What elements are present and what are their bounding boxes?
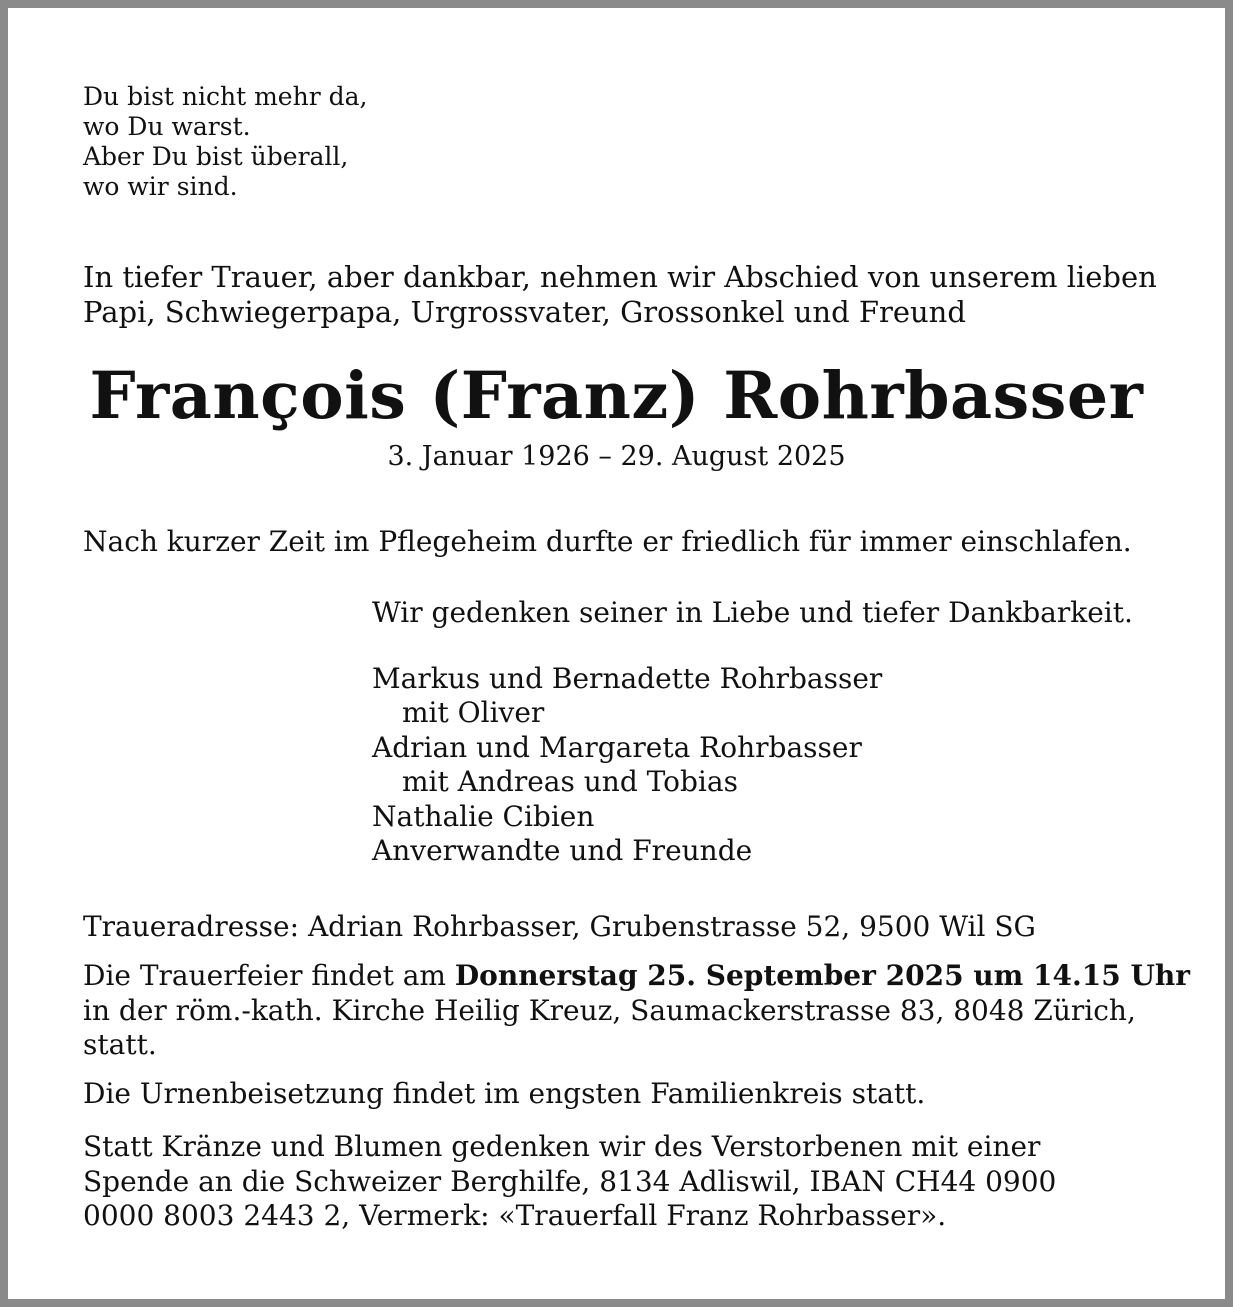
service-datetime: Donnerstag 25. September 2025 um 14.15 Uhr [454,959,1190,992]
donation-info [83,1130,1056,1234]
poem-line: wo Du warst. [83,112,251,141]
obituary-notice [8,8,1225,1299]
service-suffix: statt. [83,1028,157,1061]
service-line [83,959,1190,994]
donation-line: 0000 8003 2443 2, Vermerk: «Trauerfall Franz Rohrbasser». [83,1199,947,1232]
donation-line: Spende an die Schweizer Berghilfe, 8134 Adliswil, IBAN CH44 0900 [83,1164,1057,1198]
intro-text [83,260,1157,330]
intro-line: Papi, Schwiegerpapa, Urgrossvater, Grossonkel und Freund [83,295,966,329]
mourners-list [372,662,882,868]
mourner: Markus und Bernadette Rohrbasser [372,662,883,695]
service-prefix: Die Trauerfeier findet am [83,959,455,992]
remembrance-text: Wir gedenken seiner in Liebe und tiefer Dankbarkeit. [372,596,1133,629]
life-dates: 3. Januar 1926 – 29. August 2025 [387,441,846,472]
poem-line: Aber Du bist überall, [83,142,349,171]
passing-statement: Nach kurzer Zeit im Pflegeheim durfte er friedlich für immer einschlafen. [83,525,1132,558]
mourning-address: Traueradresse: Adrian Rohrbasser, Grubenstrasse 52, 9500 Wil SG [83,910,1036,943]
donation-line: Statt Kränze und Blumen gedenken wir des Verstorbenen mit einer [83,1130,1041,1163]
mourner: Adrian und Margareta Rohrbasser [372,730,862,764]
mourner: Anverwandte und Freunde [372,834,753,868]
mourner: Nathalie Cibien [372,799,595,833]
intro-line: In tiefer Trauer, aber dankbar, nehmen wir Abschied von unserem lieben [83,260,1157,294]
mourner-child: mit Oliver [402,696,545,730]
deceased-name: François (Franz) Rohrbasser [89,358,1144,434]
urn-burial-info: Die Urnenbeisetzung findet im engsten Familienkreis statt. [83,1077,926,1110]
poem [83,82,367,202]
poem-line: wo wir sind. [83,172,238,201]
mourner-child: mit Andreas und Tobias [402,765,738,799]
funeral-service-info [83,959,1190,1063]
poem-line: Du bist nicht mehr da, [83,82,368,111]
service-location: in der röm.-kath. Kirche Heilig Kreuz, Saumackerstrasse 83, 8048 Zürich, [83,993,1136,1027]
